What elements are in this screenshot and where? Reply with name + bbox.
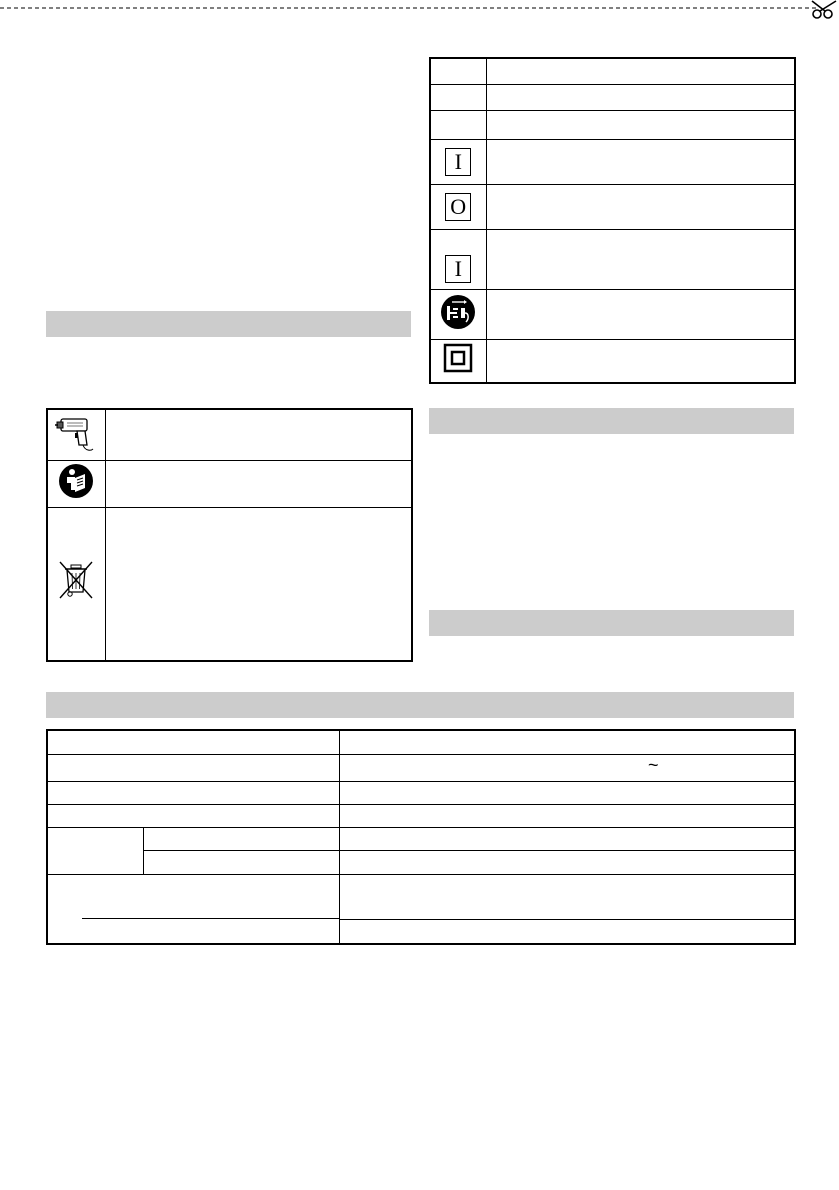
table-row [47,730,795,754]
icon-cell [430,110,486,139]
double-insulation-icon [443,343,473,373]
table-row [47,754,795,781]
right-section-heading-2 [429,610,794,636]
table-row [47,804,795,827]
icon-cell [47,409,105,460]
table-row [430,184,795,229]
table-row [47,874,795,919]
crossed-out-wheelie-bin-icon [56,560,96,602]
spec-label [47,919,339,944]
switch-off-icon: O [445,193,471,221]
table-row [47,919,795,944]
specifications-heading [46,692,794,718]
table-row [47,781,795,804]
spec-label [47,874,339,919]
spec-sublabel [143,827,339,850]
spec-sublabel [143,850,339,874]
table-row [430,289,795,339]
unplug-icon [439,293,477,331]
right-section-heading-1 [429,408,794,434]
spec-value [339,850,795,874]
spec-label [47,754,339,781]
icon-cell [47,507,105,661]
icon-cell [430,229,486,289]
table-row [47,507,412,661]
cut-line [0,0,839,24]
icon-cell [430,184,486,229]
specifications-table [46,729,796,945]
spec-value [339,919,795,944]
text-cell [486,139,795,184]
spec-label [47,730,339,754]
text-cell [486,289,795,339]
spec-label [47,804,339,827]
spec-value [339,804,795,827]
text-cell [486,184,795,229]
icon-cell [47,460,105,507]
spec-value [339,730,795,754]
text-cell [105,409,412,460]
text-cell [486,339,795,383]
ac-symbol: ~ [648,755,659,775]
text-cell [105,507,412,661]
table-row [430,58,795,84]
left-symbol-table [46,408,413,662]
icon-cell [430,139,486,184]
text-cell [486,110,795,139]
right-symbol-table [429,57,796,384]
text-cell [105,460,412,507]
spec-value [339,827,795,850]
icon-cell [430,339,486,383]
table-row [47,827,795,850]
scissors-icon [812,1,836,18]
spec-label [47,781,339,804]
sub-divider [82,918,339,919]
power-drill-icon [55,411,97,453]
table-row [47,409,412,460]
text-cell [486,229,795,289]
table-row [47,460,412,507]
switch-on-icon: I [445,148,471,176]
read-manual-icon [57,462,95,500]
icon-cell [430,58,486,84]
icon-cell [430,84,486,110]
icon-cell [430,289,486,339]
table-row [47,850,795,874]
table-row [430,84,795,110]
table-row [430,229,795,289]
left-section-heading [46,311,411,337]
switch-on-icon: I [445,255,471,283]
table-row [430,139,795,184]
text-cell [486,84,795,110]
table-row [430,339,795,383]
text-cell [486,58,795,84]
spec-value [339,874,795,919]
spec-value [339,754,795,781]
spec-label [47,827,143,874]
table-row [430,110,795,139]
spec-value [339,781,795,804]
